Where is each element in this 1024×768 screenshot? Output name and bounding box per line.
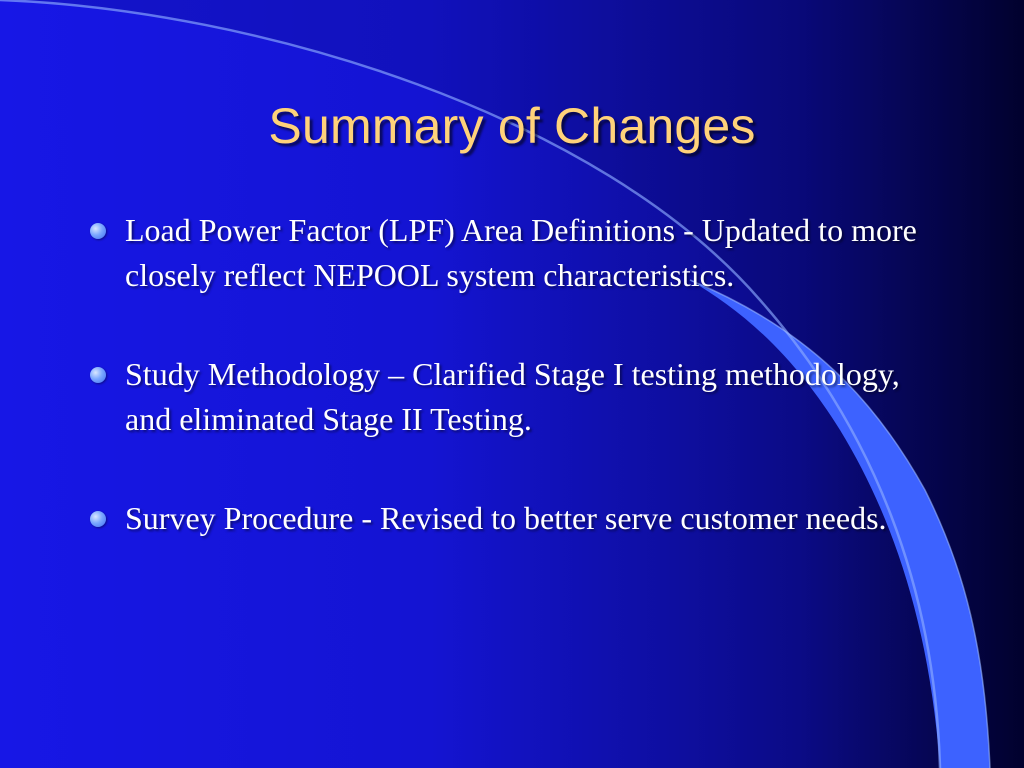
- bullet-list: [88, 208, 918, 541]
- bullet-text: Load Power Factor (LPF) Area Definitions - Updated to more closely reflect NEPOOL system characteristics.: [125, 212, 917, 293]
- bullet-icon: [90, 223, 106, 239]
- bullet-item-study-methodology: [88, 352, 918, 442]
- slide-title: Summary of Changes: [268, 98, 756, 154]
- bullet-text: Survey Procedure - Revised to better serve customer needs.: [125, 500, 887, 536]
- bullet-item-survey-procedure: [88, 496, 918, 541]
- bullet-text: Study Methodology – Clarified Stage I testing methodology, and eliminated Stage II Testing.: [125, 356, 900, 437]
- bullet-item-lpf-area-definitions: [88, 208, 918, 298]
- bullet-icon: [90, 367, 106, 383]
- bullet-icon: [90, 511, 106, 527]
